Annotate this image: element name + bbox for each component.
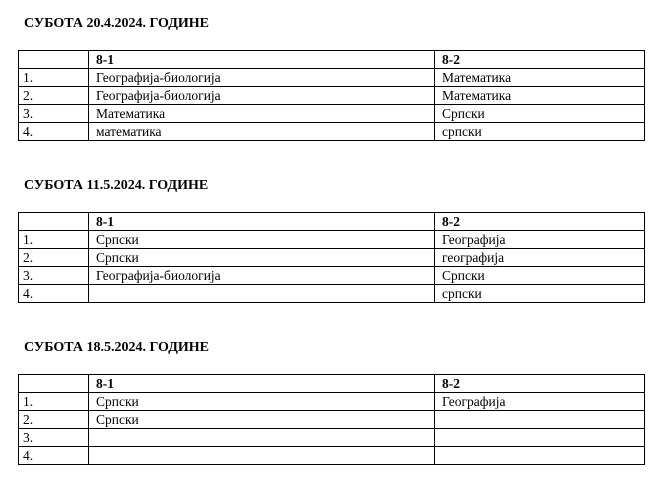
- schedule-section-2: [18, 178, 644, 303]
- column-header-number: [19, 213, 89, 231]
- period-number: 3.: [19, 267, 89, 285]
- column-header-class-8-2: 8-2: [435, 51, 645, 69]
- subject-8-2: српски: [435, 285, 645, 303]
- subject-8-1: [89, 285, 435, 303]
- table-row: [19, 87, 645, 105]
- subject-8-2: Српски: [435, 105, 645, 123]
- period-number: 1.: [19, 231, 89, 249]
- subject-8-2: [435, 429, 645, 447]
- table-row: [19, 105, 645, 123]
- column-header-number: [19, 375, 89, 393]
- column-header-class-8-2: 8-2: [435, 213, 645, 231]
- section-heading: СУБОТА 20.4.2024. ГОДИНЕ: [24, 16, 210, 31]
- period-number: 4.: [19, 285, 89, 303]
- section-heading: СУБОТА 18.5.2024. ГОДИНЕ: [24, 340, 210, 355]
- period-number: 1.: [19, 393, 89, 411]
- schedule-section-1: [18, 16, 644, 141]
- subject-8-2: Математика: [435, 87, 645, 105]
- subject-8-1: [89, 447, 435, 465]
- subject-8-1: Српски: [89, 249, 435, 267]
- schedule-table: [18, 50, 645, 141]
- table-header-row: [19, 51, 645, 69]
- table-row: [19, 447, 645, 465]
- period-number: 1.: [19, 69, 89, 87]
- table-row: [19, 285, 645, 303]
- table-header-row: [19, 375, 645, 393]
- subject-8-2: Математика: [435, 69, 645, 87]
- column-header-class-8-1: 8-1: [89, 51, 435, 69]
- period-number: 2.: [19, 249, 89, 267]
- subject-8-2: Српски: [435, 267, 645, 285]
- subject-8-1: Математика: [89, 105, 435, 123]
- subject-8-1: Географија-биологија: [89, 267, 435, 285]
- subject-8-1: Географија-биологија: [89, 69, 435, 87]
- period-number: 3.: [19, 105, 89, 123]
- section-heading: СУБОТА 11.5.2024. ГОДИНЕ: [24, 178, 209, 193]
- subject-8-2: Географија: [435, 393, 645, 411]
- subject-8-1: математика: [89, 123, 435, 141]
- table-row: [19, 411, 645, 429]
- subject-8-2: географија: [435, 249, 645, 267]
- subject-8-1: Српски: [89, 231, 435, 249]
- column-header-class-8-2: 8-2: [435, 375, 645, 393]
- schedule-table: [18, 212, 645, 303]
- period-number: 4.: [19, 447, 89, 465]
- subject-8-2: [435, 447, 645, 465]
- subject-8-1: Српски: [89, 411, 435, 429]
- subject-8-2: Географија: [435, 231, 645, 249]
- period-number: 4.: [19, 123, 89, 141]
- schedule-section-3: [18, 340, 644, 465]
- table-row: [19, 393, 645, 411]
- table-row: [19, 123, 645, 141]
- schedule-table: [18, 374, 645, 465]
- period-number: 2.: [19, 87, 89, 105]
- table-row: [19, 429, 645, 447]
- subject-8-1: Српски: [89, 393, 435, 411]
- period-number: 2.: [19, 411, 89, 429]
- subject-8-2: [435, 411, 645, 429]
- period-number: 3.: [19, 429, 89, 447]
- column-header-class-8-1: 8-1: [89, 375, 435, 393]
- subject-8-2: српски: [435, 123, 645, 141]
- subject-8-1: Географија-биологија: [89, 87, 435, 105]
- subject-8-1: [89, 429, 435, 447]
- table-row: [19, 69, 645, 87]
- table-row: [19, 249, 645, 267]
- column-header-number: [19, 51, 89, 69]
- column-header-class-8-1: 8-1: [89, 213, 435, 231]
- table-row: [19, 267, 645, 285]
- table-row: [19, 231, 645, 249]
- table-header-row: [19, 213, 645, 231]
